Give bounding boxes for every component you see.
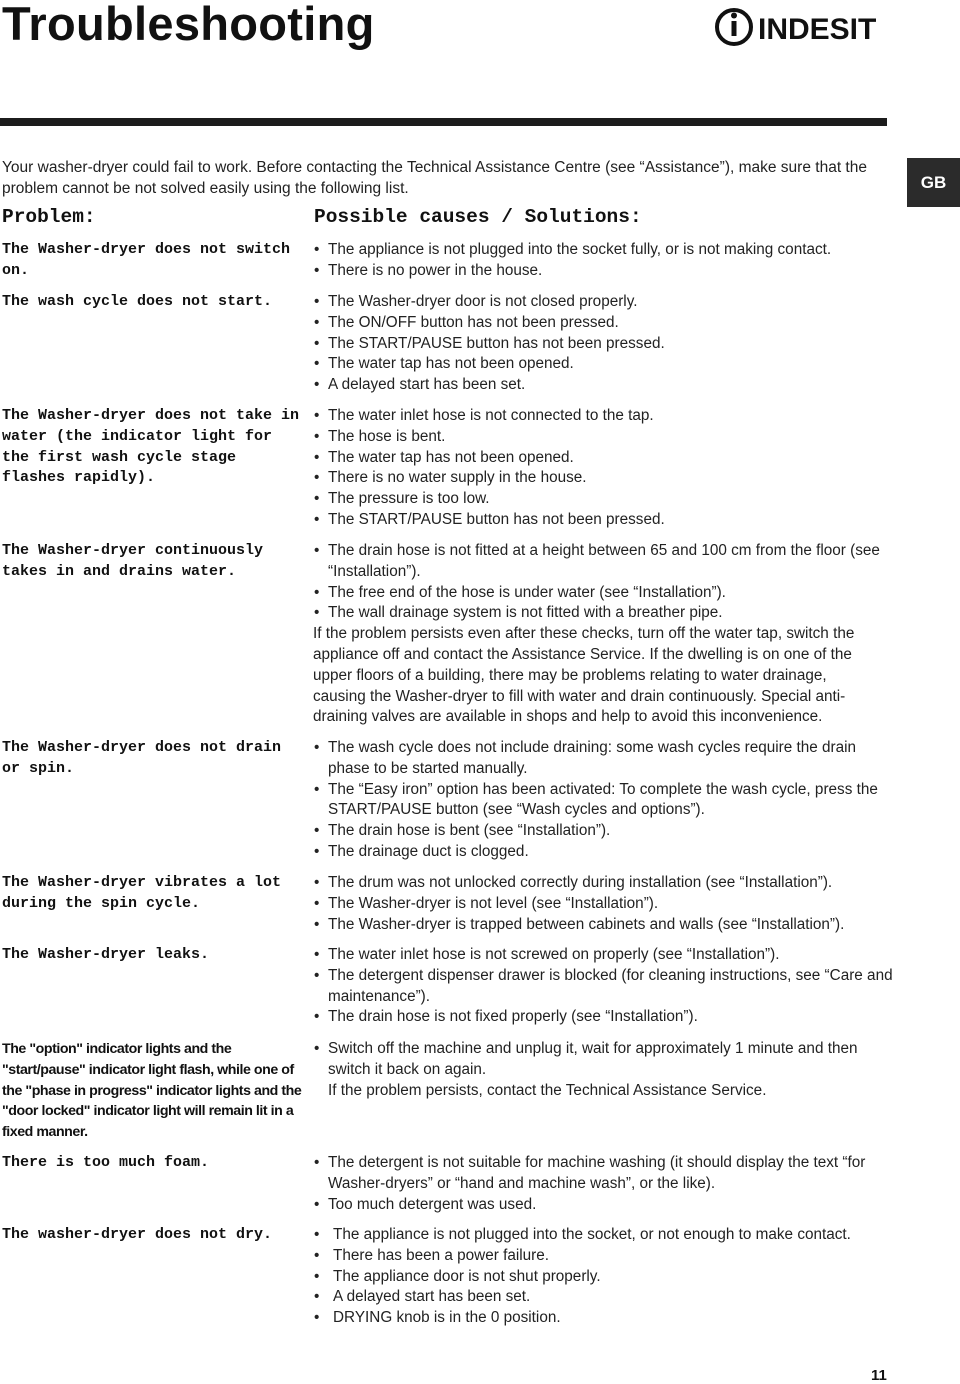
solution-item: • Too much detergent was used. (313, 1195, 893, 1216)
solution-item: • There is no water supply in the house. (313, 468, 893, 489)
solutions-list (313, 1153, 893, 1215)
solution-item: • The water tap has not been opened. (313, 354, 893, 375)
solutions-list (313, 738, 893, 863)
solution-item: • The START/PAUSE button has not been pressed. (313, 510, 893, 531)
problem-text: The Washer-dryer vibrates a lot during the spin cycle. (2, 874, 282, 912)
solution-item: • There has been a power failure. (313, 1246, 893, 1267)
problem-text: The Washer-dryer continuously takes in and drains water. (2, 542, 264, 580)
solution-item: • The water inlet hose is not screwed on properly (see “Installation”). (313, 945, 893, 966)
solution-item: • The free end of the hose is under water (see “Installation”). (313, 583, 893, 604)
solution-item: • A delayed start has been set. (313, 1287, 893, 1308)
intro-text: Your washer-dryer could fail to work. Before contacting the Technical Assistance Centre (see “Assistance”), make sure that the problem cannot be not solved easily using the following list. (2, 159, 867, 197)
solution-item: • The detergent is not suitable for machine washing (it should display the text “for Washer-dryers” or “hand and machine wash”, or the like). (313, 1153, 893, 1195)
solutions-list (313, 945, 893, 1028)
page-title: Troubleshooting (2, 0, 375, 50)
solution-item: • The wash cycle does not include draining: some wash cycles require the drain phase to be started manually. (313, 738, 893, 780)
solutions-list (313, 1225, 893, 1329)
solution-item: • The START/PAUSE button has not been pressed. (313, 334, 893, 355)
brand-wordmark: INDESIT (758, 13, 877, 46)
solution-item: • There is no power in the house. (313, 261, 893, 282)
problem-column-heading: Problem: (2, 206, 96, 228)
solution-item: • The drum was not unlocked correctly during installation (see “Installation”). (313, 873, 893, 894)
solutions-list (313, 873, 893, 935)
indesit-logo (714, 4, 890, 50)
problem-text: The "option" indicator lights and the "start/pause" indicator light flash, while one of the "phase in progress" indicator lights and the "door locked" indicator light will remain lit in a fixed manner. (2, 1041, 302, 1141)
solution-item: • The Washer-dryer is not level (see “Installation”). (313, 894, 893, 915)
solution-item: • The appliance door is not shut properly. (313, 1267, 893, 1288)
solution-item: • DRYING knob is in the 0 position. (313, 1308, 893, 1329)
solution-item: • The detergent dispenser drawer is blocked (for cleaning instructions, see “Care and maintenance”). (313, 966, 893, 1008)
solution-item: • The water inlet hose is not connected to the tap. (313, 406, 893, 427)
problem-text: There is too much foam. (2, 1154, 210, 1171)
solutions-list (313, 240, 893, 282)
solution-item: • The appliance is not plugged into the socket fully, or is not making contact. (313, 240, 893, 261)
solution-item: • The pressure is too low. (313, 489, 893, 510)
solution-item: • The drainage duct is clogged. (313, 842, 893, 863)
solution-item: • The hose is bent. (313, 427, 893, 448)
language-tab: GB (907, 158, 960, 207)
solution-item: • The ON/OFF button has not been pressed. (313, 313, 893, 334)
solution-item: • The wall drainage system is not fitted with a breather pipe. (313, 603, 893, 624)
solutions-list (313, 1039, 893, 1101)
solution-item: • The appliance is not plugged into the socket, or not enough to make contact. (313, 1225, 893, 1246)
page-number: 11 (871, 1367, 887, 1384)
solutions-list (313, 541, 893, 728)
solution-note: If the problem persists even after these checks, turn off the water tap, switch the appliance off and contact the Assistance Service. If the dwelling is on one of the upper floors of a building, there may be problems relating to water drainage, causing the Washer-dryer to fill with water and drain continuously. Special anti-draining valves are available in shops and help to avoid this inconvenience. (313, 625, 855, 726)
problem-text: The Washer-dryer leaks. (2, 946, 210, 963)
solution-item: • The drain hose is not fixed properly (see “Installation”). (313, 1007, 893, 1028)
solution-item: • The water tap has not been opened. (313, 448, 893, 469)
problem-text: The washer-dryer does not dry. (2, 1226, 273, 1243)
solutions-column-heading: Possible causes / Solutions: (314, 206, 642, 228)
problem-text: The Washer-dryer does not take in water (the indicator light for the first wash cycle stage flashes rapidly). (2, 407, 300, 487)
problem-text: The wash cycle does not start. (2, 293, 273, 310)
solution-item: • A delayed start has been set. (313, 375, 893, 396)
problem-text: The Washer-dryer does not switch on. (2, 241, 291, 279)
solution-item: • The drain hose is not fitted at a height between 65 and 100 cm from the floor (see “Installation”). (313, 541, 893, 583)
solution-item: • Switch off the machine and unplug it, wait for approximately 1 minute and then switch it back on again. (313, 1039, 893, 1081)
solution-item: • The “Easy iron” option has been activated: To complete the wash cycle, press the START/PAUSE button (see “Wash cycles and options”). (313, 780, 893, 822)
solution-item: • The drain hose is bent (see “Installation”). (313, 821, 893, 842)
solution-note: If the problem persists, contact the Technical Assistance Service. (328, 1081, 767, 1099)
solution-item: • The Washer-dryer door is not closed properly. (313, 292, 893, 313)
solutions-list (313, 292, 893, 396)
solution-item: • The Washer-dryer is trapped between cabinets and walls (see “Installation”). (313, 915, 893, 936)
solutions-list (313, 406, 893, 531)
header-rule (0, 118, 887, 126)
problem-text: The Washer-dryer does not drain or spin. (2, 739, 282, 777)
